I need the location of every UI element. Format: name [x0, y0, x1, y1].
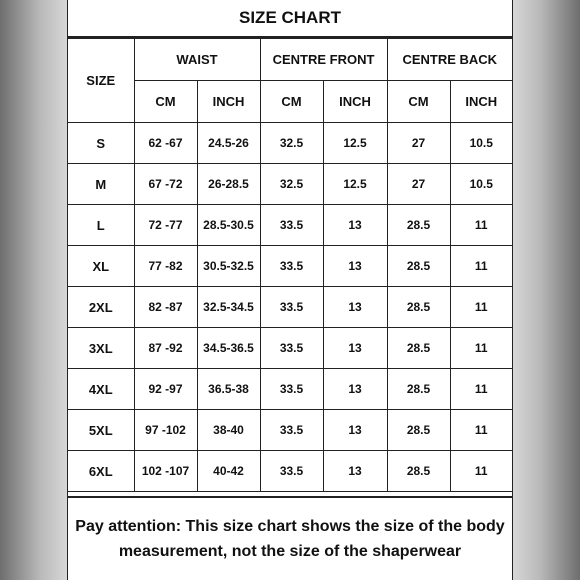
front-inch-cell: 13	[323, 451, 387, 492]
waist-inch-cell: 28.5-30.5	[197, 205, 260, 246]
back-inch-cell: 11	[450, 205, 512, 246]
size-cell: S	[68, 123, 134, 164]
back-inch-cell: 11	[450, 410, 512, 451]
waist-cm-cell: 92 -97	[134, 369, 197, 410]
front-inch-cell: 13	[323, 246, 387, 287]
waist-inch-cell: 38-40	[197, 410, 260, 451]
front-inch-cell: 13	[323, 287, 387, 328]
back-inch-cell: 11	[450, 287, 512, 328]
size-cell: M	[68, 164, 134, 205]
front-cm-cell: 33.5	[260, 369, 323, 410]
front-cm-cell: 33.5	[260, 205, 323, 246]
front-cm-cell: 33.5	[260, 246, 323, 287]
back-inch-cell: 10.5	[450, 164, 512, 205]
back-cm-cell: 28.5	[387, 451, 450, 492]
size-cell: 6XL	[68, 451, 134, 492]
front-inch-cell: 13	[323, 369, 387, 410]
header-waist-inch: INCH	[197, 81, 260, 123]
size-cell: 4XL	[68, 369, 134, 410]
waist-inch-cell: 40-42	[197, 451, 260, 492]
size-cell: 3XL	[68, 328, 134, 369]
header-size: SIZE	[68, 39, 134, 123]
table-row	[68, 287, 512, 328]
note-line-1: Pay attention: This size chart shows the size of the body	[75, 518, 505, 535]
back-inch-cell: 11	[450, 369, 512, 410]
front-inch-cell: 13	[323, 410, 387, 451]
waist-inch-cell: 24.5-26	[197, 123, 260, 164]
front-inch-cell: 13	[323, 328, 387, 369]
front-inch-cell: 12.5	[323, 123, 387, 164]
table-row	[68, 164, 512, 205]
front-cm-cell: 33.5	[260, 410, 323, 451]
header-front-cm: CM	[260, 81, 323, 123]
table-row	[68, 123, 512, 164]
back-inch-cell: 10.5	[450, 123, 512, 164]
header-back-inch: INCH	[450, 81, 512, 123]
waist-cm-cell: 82 -87	[134, 287, 197, 328]
header-centre-back: CENTRE BACK	[387, 39, 512, 81]
back-inch-cell: 11	[450, 451, 512, 492]
waist-cm-cell: 102 -107	[134, 451, 197, 492]
size-table	[68, 38, 512, 492]
waist-inch-cell: 30.5-32.5	[197, 246, 260, 287]
header-waist: WAIST	[134, 39, 260, 81]
waist-cm-cell: 77 -82	[134, 246, 197, 287]
front-inch-cell: 12.5	[323, 164, 387, 205]
back-cm-cell: 28.5	[387, 246, 450, 287]
table-row	[68, 410, 512, 451]
header-row-groups	[68, 39, 512, 81]
size-chart-sheet	[67, 0, 513, 580]
header-back-cm: CM	[387, 81, 450, 123]
waist-cm-cell: 87 -92	[134, 328, 197, 369]
back-cm-cell: 27	[387, 164, 450, 205]
table-row	[68, 205, 512, 246]
table-row	[68, 451, 512, 492]
back-cm-cell: 27	[387, 123, 450, 164]
front-cm-cell: 33.5	[260, 287, 323, 328]
waist-inch-cell: 36.5-38	[197, 369, 260, 410]
size-cell: 2XL	[68, 287, 134, 328]
waist-inch-cell: 32.5-34.5	[197, 287, 260, 328]
back-cm-cell: 28.5	[387, 369, 450, 410]
size-cell: XL	[68, 246, 134, 287]
front-cm-cell: 33.5	[260, 328, 323, 369]
front-cm-cell: 32.5	[260, 164, 323, 205]
back-cm-cell: 28.5	[387, 287, 450, 328]
table-row	[68, 328, 512, 369]
back-inch-cell: 11	[450, 328, 512, 369]
back-inch-cell: 11	[450, 246, 512, 287]
waist-cm-cell: 62 -67	[134, 123, 197, 164]
table-row	[68, 369, 512, 410]
waist-cm-cell: 97 -102	[134, 410, 197, 451]
back-cm-cell: 28.5	[387, 410, 450, 451]
size-cell: 5XL	[68, 410, 134, 451]
waist-inch-cell: 26-28.5	[197, 164, 260, 205]
waist-cm-cell: 72 -77	[134, 205, 197, 246]
header-waist-cm: CM	[134, 81, 197, 123]
back-cm-cell: 28.5	[387, 205, 450, 246]
note-line-2: measurement, not the size of the shaperwear	[118, 543, 462, 560]
front-cm-cell: 33.5	[260, 451, 323, 492]
attention-note	[68, 496, 512, 580]
size-cell: L	[68, 205, 134, 246]
table-row	[68, 246, 512, 287]
header-front-inch: INCH	[323, 81, 387, 123]
chart-title: SIZE CHART	[68, 0, 512, 38]
front-inch-cell: 13	[323, 205, 387, 246]
header-centre-front: CENTRE FRONT	[260, 39, 387, 81]
waist-cm-cell: 67 -72	[134, 164, 197, 205]
waist-inch-cell: 34.5-36.5	[197, 328, 260, 369]
back-cm-cell: 28.5	[387, 328, 450, 369]
front-cm-cell: 32.5	[260, 123, 323, 164]
header-row-units	[68, 81, 512, 123]
